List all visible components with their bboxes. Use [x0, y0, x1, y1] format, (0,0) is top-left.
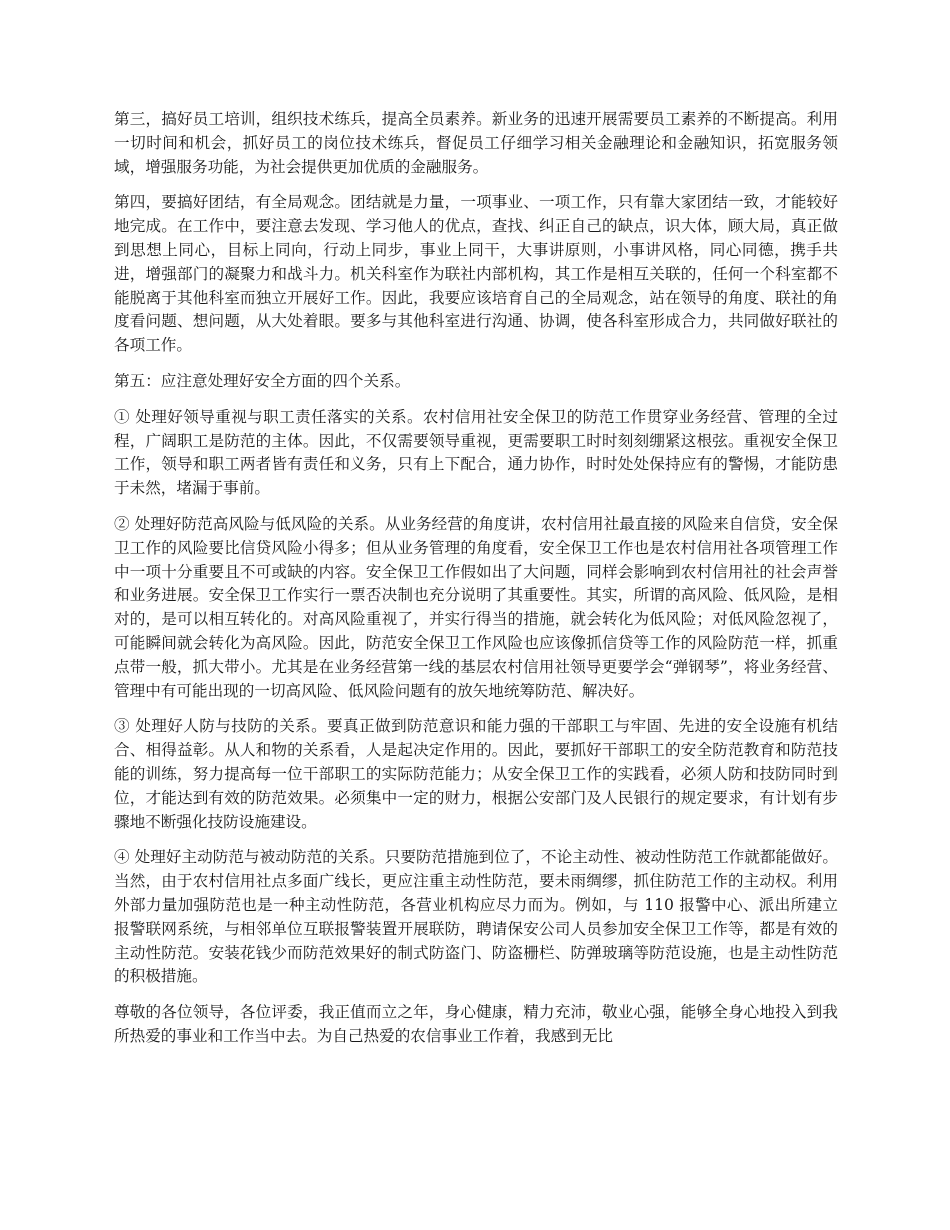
- paragraph-staff-training: 第三，搞好员工培训，组织技术练兵，提高全员素养。新业务的迅速开展需要员工素养的不断提高。利用一切时间和机会，抓好员工的岗位技术练兵，督促员工仔细学习相关金融理论和金融知识，拓宽服务领域，增强服务功能，为社会提供更加优质的金融服务。: [114, 110, 838, 176]
- paragraph-relation-4: ④ 处理好主动防范与被动防范的关系。只要防范措施到位了，不论主动性、被动性防范工作就都能做好。当然，由于农村信用社点多面广线长，更应注重主动性防范，要未雨绸缪，抓住防范工作的主动权。利用外部力量加强防范也是一种主动性防范，各营业机构应尽力而为。例如，与 110 报警中心、派出所建立报警联网系统，与相邻单位互联报警装置开展联防，聘请保安公司人员参加安全保卫工作等，都是有效的主动性防范。安装花钱少而防范效果好的制式防盗门、防盗栅栏、防弹玻璃等防范设施，也是主动性防范的积极措施。: [114, 848, 838, 986]
- document-body: [114, 108, 838, 1061]
- paragraph-four-safety-relations-heading: 第五：应注意处理好安全方面的四个关系。: [114, 371, 411, 390]
- paragraph-unity-overall-view: 第四，要搞好团结，有全局观念。团结就是力量，一项事业、一项工作，只有靠大家团结一致，才能较好地完成。在工作中，要注意去发现、学习他人的优点，查找、纠正自己的缺点，识大体，顾大局，真正做到思想上同心，目标上同向，行动上同步，事业上同干，大事讲原则，小事讲风格，同心同德，携手共进，增强部门的凝聚力和战斗力。机关科室作为联社内部机构，其工作是相互关联的，任何一个科室都不能脱离于其他科室而独立开展好工作。因此，我要应该培育自己的全局观念，站在领导的角度、联社的角度看问题、想问题，从大处着眼。要多与其他科室进行沟通、协调，使各科室形成合力，共同做好联社的各项工作。: [114, 193, 838, 355]
- paragraph-closing-remarks: 尊敬的各位领导，各位评委，我正值而立之年，身心健康，精力充沛，敬业心强，能够全身心地投入到我所热爱的事业和工作当中去。为自己热爱的农信事业工作着，我感到无比: [114, 1003, 838, 1045]
- paragraph-relation-2: ② 处理好防范高风险与低风险的关系。从业务经营的角度讲，农村信用社最直接的风险来自信贷，安全保卫工作的风险要比信贷风险小得多；但从业务管理的角度看，安全保卫工作也是农村信用社各项管理工作中一项十分重要且不可或缺的内容。安全保卫工作假如出了大问题，同样会影响到农村信用社的社会声誉和业务进展。安全保卫工作实行一票否决制也充分说明了其重要性。其实，所谓的高风险、低风险，是相对的，是可以相互转化的。对高风险重视了，并实行得当的措施，就会转化为低风险；对低风险忽视了，可能瞬间就会转化为高风险。因此，防范安全保卫工作风险也应该像抓信贷等工作的风险防范一样，抓重点带一般，抓大带小。尤其是在业务经营第一线的基层农村信用社领导更要学会“弹钢琴”，将业务经营、管理中有可能出现的一切高风险、低风险问题有的放矢地统筹防范、解决好。: [114, 514, 838, 700]
- paragraph-relation-1: ① 处理好领导重视与职工责任落实的关系。农村信用社安全保卫的防范工作贯穿业务经营、管理的全过程，广阔职工是防范的主体。因此，不仅需要领导重视，更需要职工时时刻刻绷紧这根弦。重视安全保卫工作，领导和职工两者皆有责任和义务，只有上下配合，通力协作，时时处处保持应有的警惕，才能防患于未然，堵漏于事前。: [114, 407, 838, 498]
- paragraph-relation-3: ③ 处理好人防与技防的关系。要真正做到防范意识和能力强的干部职工与牢固、先进的安全设施有机结合、相得益彰。从人和物的关系看，人是起决定作用的。因此，要抓好干部职工的安全防范教育和防范技能的训练，努力提高每一位干部职工的实际防范能力；从安全保卫工作的实践看，必须人防和技防同时到位，才能达到有效的防范效果。必须集中一定的财力，根据公安部门及人民银行的规定要求，有计划有步骤地不断强化技防设施建设。: [114, 717, 838, 831]
